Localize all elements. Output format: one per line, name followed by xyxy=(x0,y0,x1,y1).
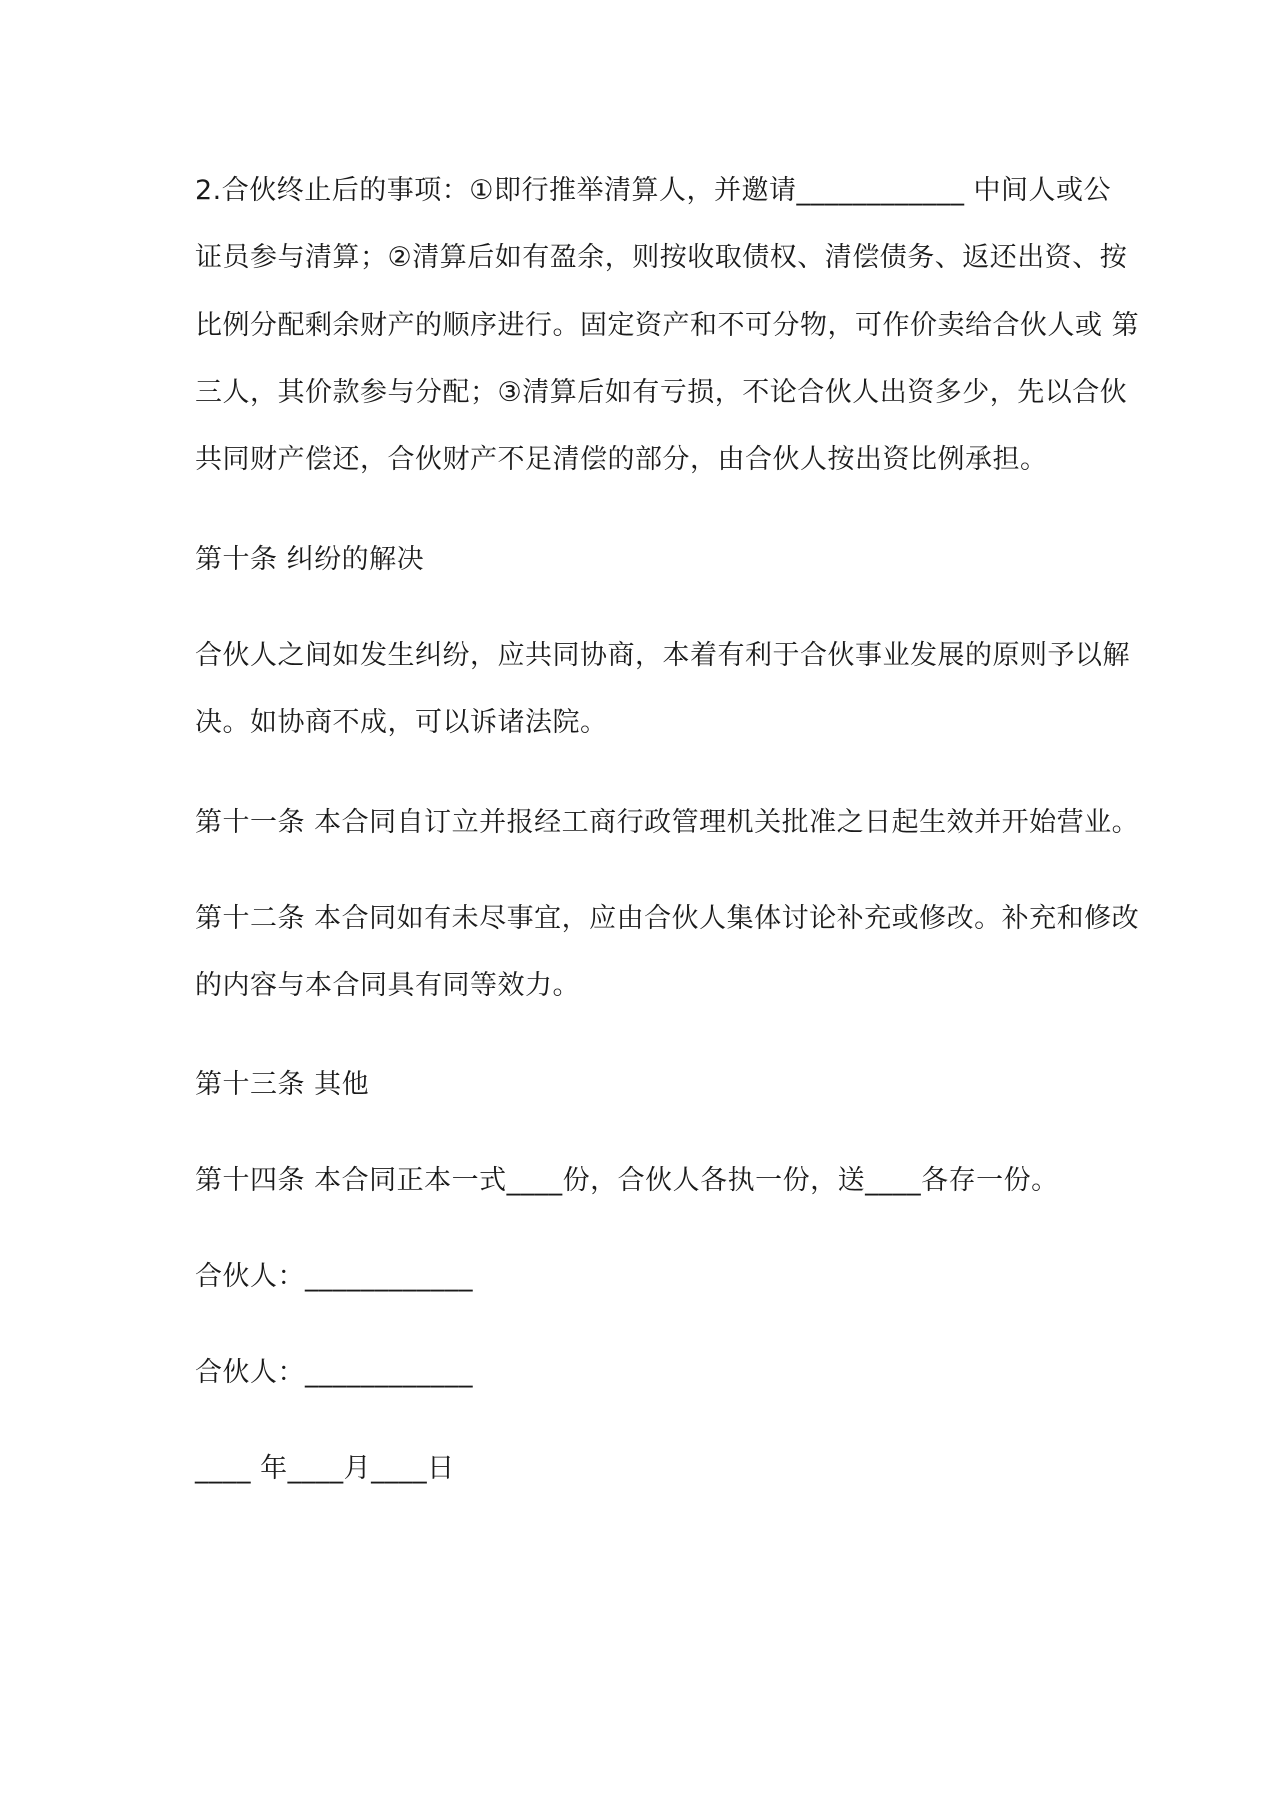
clause14: 第十四条 本合同正本一式____份，合伙人各执一份，送____各存一份。 xyxy=(195,1165,1059,1196)
clause9-item2-line-3: 比例分配剩余财产的顺序进行。固定资产和不可分物，可作价卖给合伙人或 第 xyxy=(195,310,1140,341)
signature-partner-2: 合伙人：____________ xyxy=(195,1357,473,1388)
clause10-body-line-1: 合伙人之间如发生纠纷，应共同协商，本着有利于合伙事业发展的原则予以解 xyxy=(195,640,1130,671)
clause9-item2-line-4: 三人，其价款参与分配；③清算后如有亏损，不论合伙人出资多少，先以合伙 xyxy=(195,377,1128,408)
clause12-line-2: 的内容与本合同具有同等效力。 xyxy=(195,970,580,1001)
clause9-item2-line-2: 证员参与清算；②清算后如有盈余，则按收取债权、清偿债务、返还出资、按 xyxy=(195,242,1128,273)
clause9-item2-line-1: 2.合伙终止后的事项：①即行推举清算人，并邀请____________ 中间人或公 xyxy=(195,175,1112,206)
date-line: ____ 年____月____日 xyxy=(195,1453,455,1484)
clause12-line-1: 第十二条 本合同如有未尽事宜，应由合伙人集体讨论补充或修改。补充和修改 xyxy=(195,903,1140,934)
clause11: 第十一条 本合同自订立并报经工商行政管理机关批准之日起生效并开始营业。 xyxy=(195,807,1140,838)
clause10-body-line-2: 决。如协商不成，可以诉诸法院。 xyxy=(195,707,608,738)
clause9-item2-line-5: 共同财产偿还，合伙财产不足清偿的部分，由合伙人按出资比例承担。 xyxy=(195,444,1048,475)
clause10-title: 第十条 纠纷的解决 xyxy=(195,544,425,575)
clause13: 第十三条 其他 xyxy=(195,1069,370,1100)
signature-partner-1: 合伙人：____________ xyxy=(195,1261,473,1292)
